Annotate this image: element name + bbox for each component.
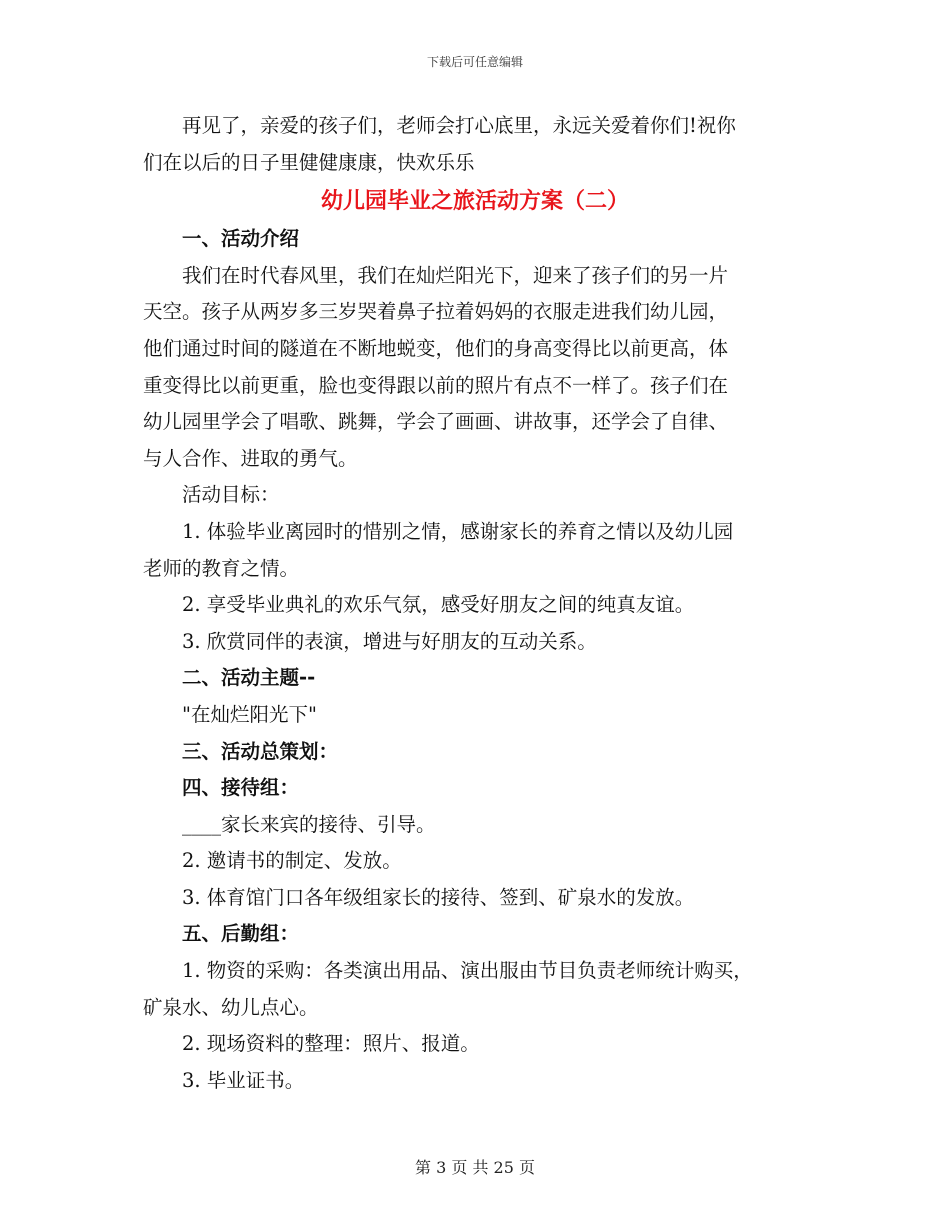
reception-item-2: 2. 邀请书的制定、发放。 bbox=[182, 849, 402, 873]
reception-item-3: 3. 体育馆门口各年级组家长的接待、签到、矿泉水的发放。 bbox=[182, 885, 695, 909]
closing-line-1: 再见了，亲爱的孩子们，老师会打心底里，永远关爱着你们!祝你 bbox=[182, 114, 736, 137]
logistics-item-1-line-1: 1. 物资的采购：各类演出用品、演出服由节目负责老师统计购买， bbox=[182, 959, 753, 983]
goals-label: 活动目标： bbox=[182, 483, 280, 507]
theme-text: "在灿烂阳光下" bbox=[182, 702, 317, 726]
closing-line-2: 们在以后的日子里健健康康，快欢乐乐 bbox=[143, 150, 475, 174]
section-heading-logistics: 五、后勤组： bbox=[182, 922, 300, 946]
intro-line: 与人合作、进取的勇气。 bbox=[143, 446, 358, 470]
logistics-item-2: 2. 现场资料的整理：照片、报道。 bbox=[182, 1032, 480, 1056]
intro-line: 重变得比以前更重，脸也变得跟以前的照片有点不一样了。孩子们在 bbox=[143, 373, 729, 397]
section-heading-reception: 四、接待组： bbox=[182, 776, 300, 800]
intro-line: 天空。孩子从两岁多三岁哭着鼻子拉着妈妈的衣服走进我们幼儿园， bbox=[143, 300, 729, 324]
intro-line: 他们通过时间的隧道在不断地蜕变，他们的身高变得比以前更高，体 bbox=[143, 336, 729, 360]
intro-line: 我们在时代春风里，我们在灿烂阳光下，迎来了孩子们的另一片 bbox=[182, 263, 729, 287]
intro-line: 幼儿园里学会了唱歌、跳舞，学会了画画、讲故事，还学会了自律、 bbox=[143, 410, 729, 434]
goal-2: 2. 享受毕业典礼的欢乐气氛，感受好朋友之间的纯真友谊。 bbox=[182, 593, 695, 617]
page-header-note: 下载后可任意编辑 bbox=[426, 55, 523, 69]
section-heading-planning: 三、活动总策划： bbox=[182, 739, 339, 763]
logistics-item-3: 3. 毕业证书。 bbox=[182, 1068, 305, 1092]
section-heading-theme: 二、活动主题-- bbox=[182, 666, 316, 690]
reception-item-1: ____家长来宾的接待、引导。 bbox=[182, 812, 436, 836]
goal-1-line-1: 1. 体验毕业离园时的惜别之情，感谢家长的养育之情以及幼儿园 bbox=[182, 519, 734, 543]
page-number: 第 3 页 共 25 页 bbox=[415, 1158, 535, 1177]
document-body bbox=[143, 108, 807, 1099]
logistics-item-1-line-2: 矿泉水、幼儿点心。 bbox=[143, 995, 319, 1019]
goal-3: 3. 欣赏同伴的表演，增进与好朋友的互动关系。 bbox=[182, 629, 597, 653]
document-title: 幼儿园毕业之旅活动方案（二） bbox=[320, 189, 629, 215]
goal-1-line-2: 老师的教育之情。 bbox=[143, 556, 300, 580]
section-heading-intro: 一、活动介绍 bbox=[182, 227, 300, 251]
